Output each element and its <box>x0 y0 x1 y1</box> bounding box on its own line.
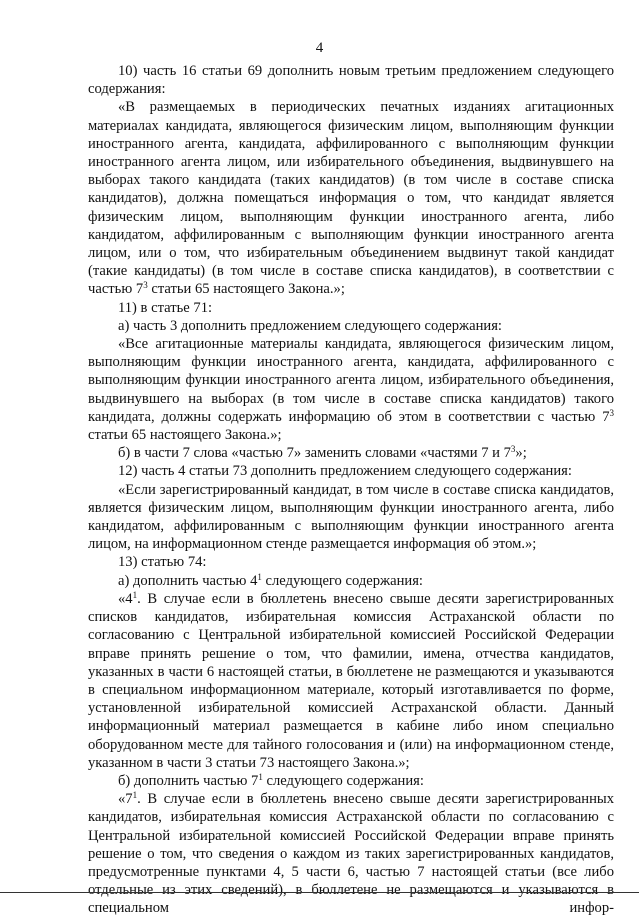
document-body <box>88 62 614 918</box>
paragraph-p11: «$4^1$. В случае если в бюллетень внесено свыше десяти зарегистрированных списков кандидатов, избирательная комиссия Астраханской области по согласованию с Центральной избирательной комиссией Российской Федерации вправе принять решение о том, что фамилии, имена, отчества кандидатов, указанных в части 6 настоящей статьи, в бюллетене не размещаются и указываются в специальном информационном материале, который изготавливается по форме, установленной избирательной комиссией Астраханской области. Данный информационный материал размещается в кабине либо ином специально оборудованном месте для тайного голосования и (или) на информационном стенде, указанном в части 3 статьи 73 настоящего Закона.»; <box>88 589 614 771</box>
paragraph-p10: а) дополнить частью $4^1$ следующего содержания: <box>118 571 423 589</box>
paragraph-p12: б) дополнить частью $7^1$ следующего содержания: <box>118 771 424 789</box>
paragraph-p9: 13) статью 74: <box>118 554 207 571</box>
paragraph-p6: б) в части 7 слова «частью 7» заменить словами «частями 7 и $7^3$»; <box>118 444 527 462</box>
page-number: 4 <box>315 40 324 56</box>
paragraph-p5: «Все агитационные материалы кандидата, являющегося физическим лицом, выполняющим функции иностранного агента, кандидата, аффилированного с выполняющим функции иностранного агента лицом, избирательного объединения, выдвинувшего на выборах (в том числе в составе списка кандидатов) такого кандидата, должны содержать информацию об этом в соответствии с частью $7^3$ статьи 65 настоящего Закона.»; <box>88 336 614 444</box>
paragraph-p3: 11) в статье 71: <box>118 299 213 316</box>
bottom-rule <box>0 892 639 893</box>
paragraph-p8: «Если зарегистрированный кандидат, в том числе в составе списка кандидатов, является физическим лицом, выполняющим функции иностранного агента, либо кандидатом, аффилированным с выполняющим функции иностранного агента лицом, на информационном стенде размещается информация об этом.»; <box>88 481 614 553</box>
paragraph-p2: «В размещаемых в периодических печатных изданиях агитационных материалах кандидата, являющегося физическим лицом, выполняющим функции иностранного агента, кандидата, аффилированного с выполняющим функции иностранного агента лицом, или избирательного объединения, выдвинувшего на выборах такого кандидата (таких кандидатов) (в том числе в составе списка кандидатов), должна помещаться информация о том, что кандидат является физическим лицом, выполняющим функции иностранного агента, либо кандидатом, аффилированным с выполняющим функции иностранного агента лицом, или о том, что избирательным объединением выдвинут такой кандидат (такие кандидаты) (в том числе в составе списка кандидатов), в соответствии с частью $7^3$ статьи 65 настоящего Закона.»; <box>88 99 614 298</box>
paragraph-p13: «$7^1$. В случае если в бюллетень внесено свыше десяти зарегистрированных кандидатов, избирательная комиссия Астраханской области по согласованию с Центральной избирательной комиссией Российской Федерации вправе принять решение о том, что сведения о каждом из таких зарегистрированных кандидатов, предусмотренные пунктами 4, 5 части 6, частью 7 настоящей статьи (все либо отдельные из этих сведений), в бюллетене не размещаются и указываются в специальном инфор- <box>88 790 614 917</box>
paragraph-p7: 12) часть 4 статьи 73 дополнить предложением следующего содержания: <box>118 463 572 480</box>
paragraph-p4: а) часть 3 дополнить предложением следующего содержания: <box>118 317 502 334</box>
paragraph-p1: 10) часть 16 статьи 69 дополнить новым третьим предложением следующего содержания: <box>88 63 614 98</box>
